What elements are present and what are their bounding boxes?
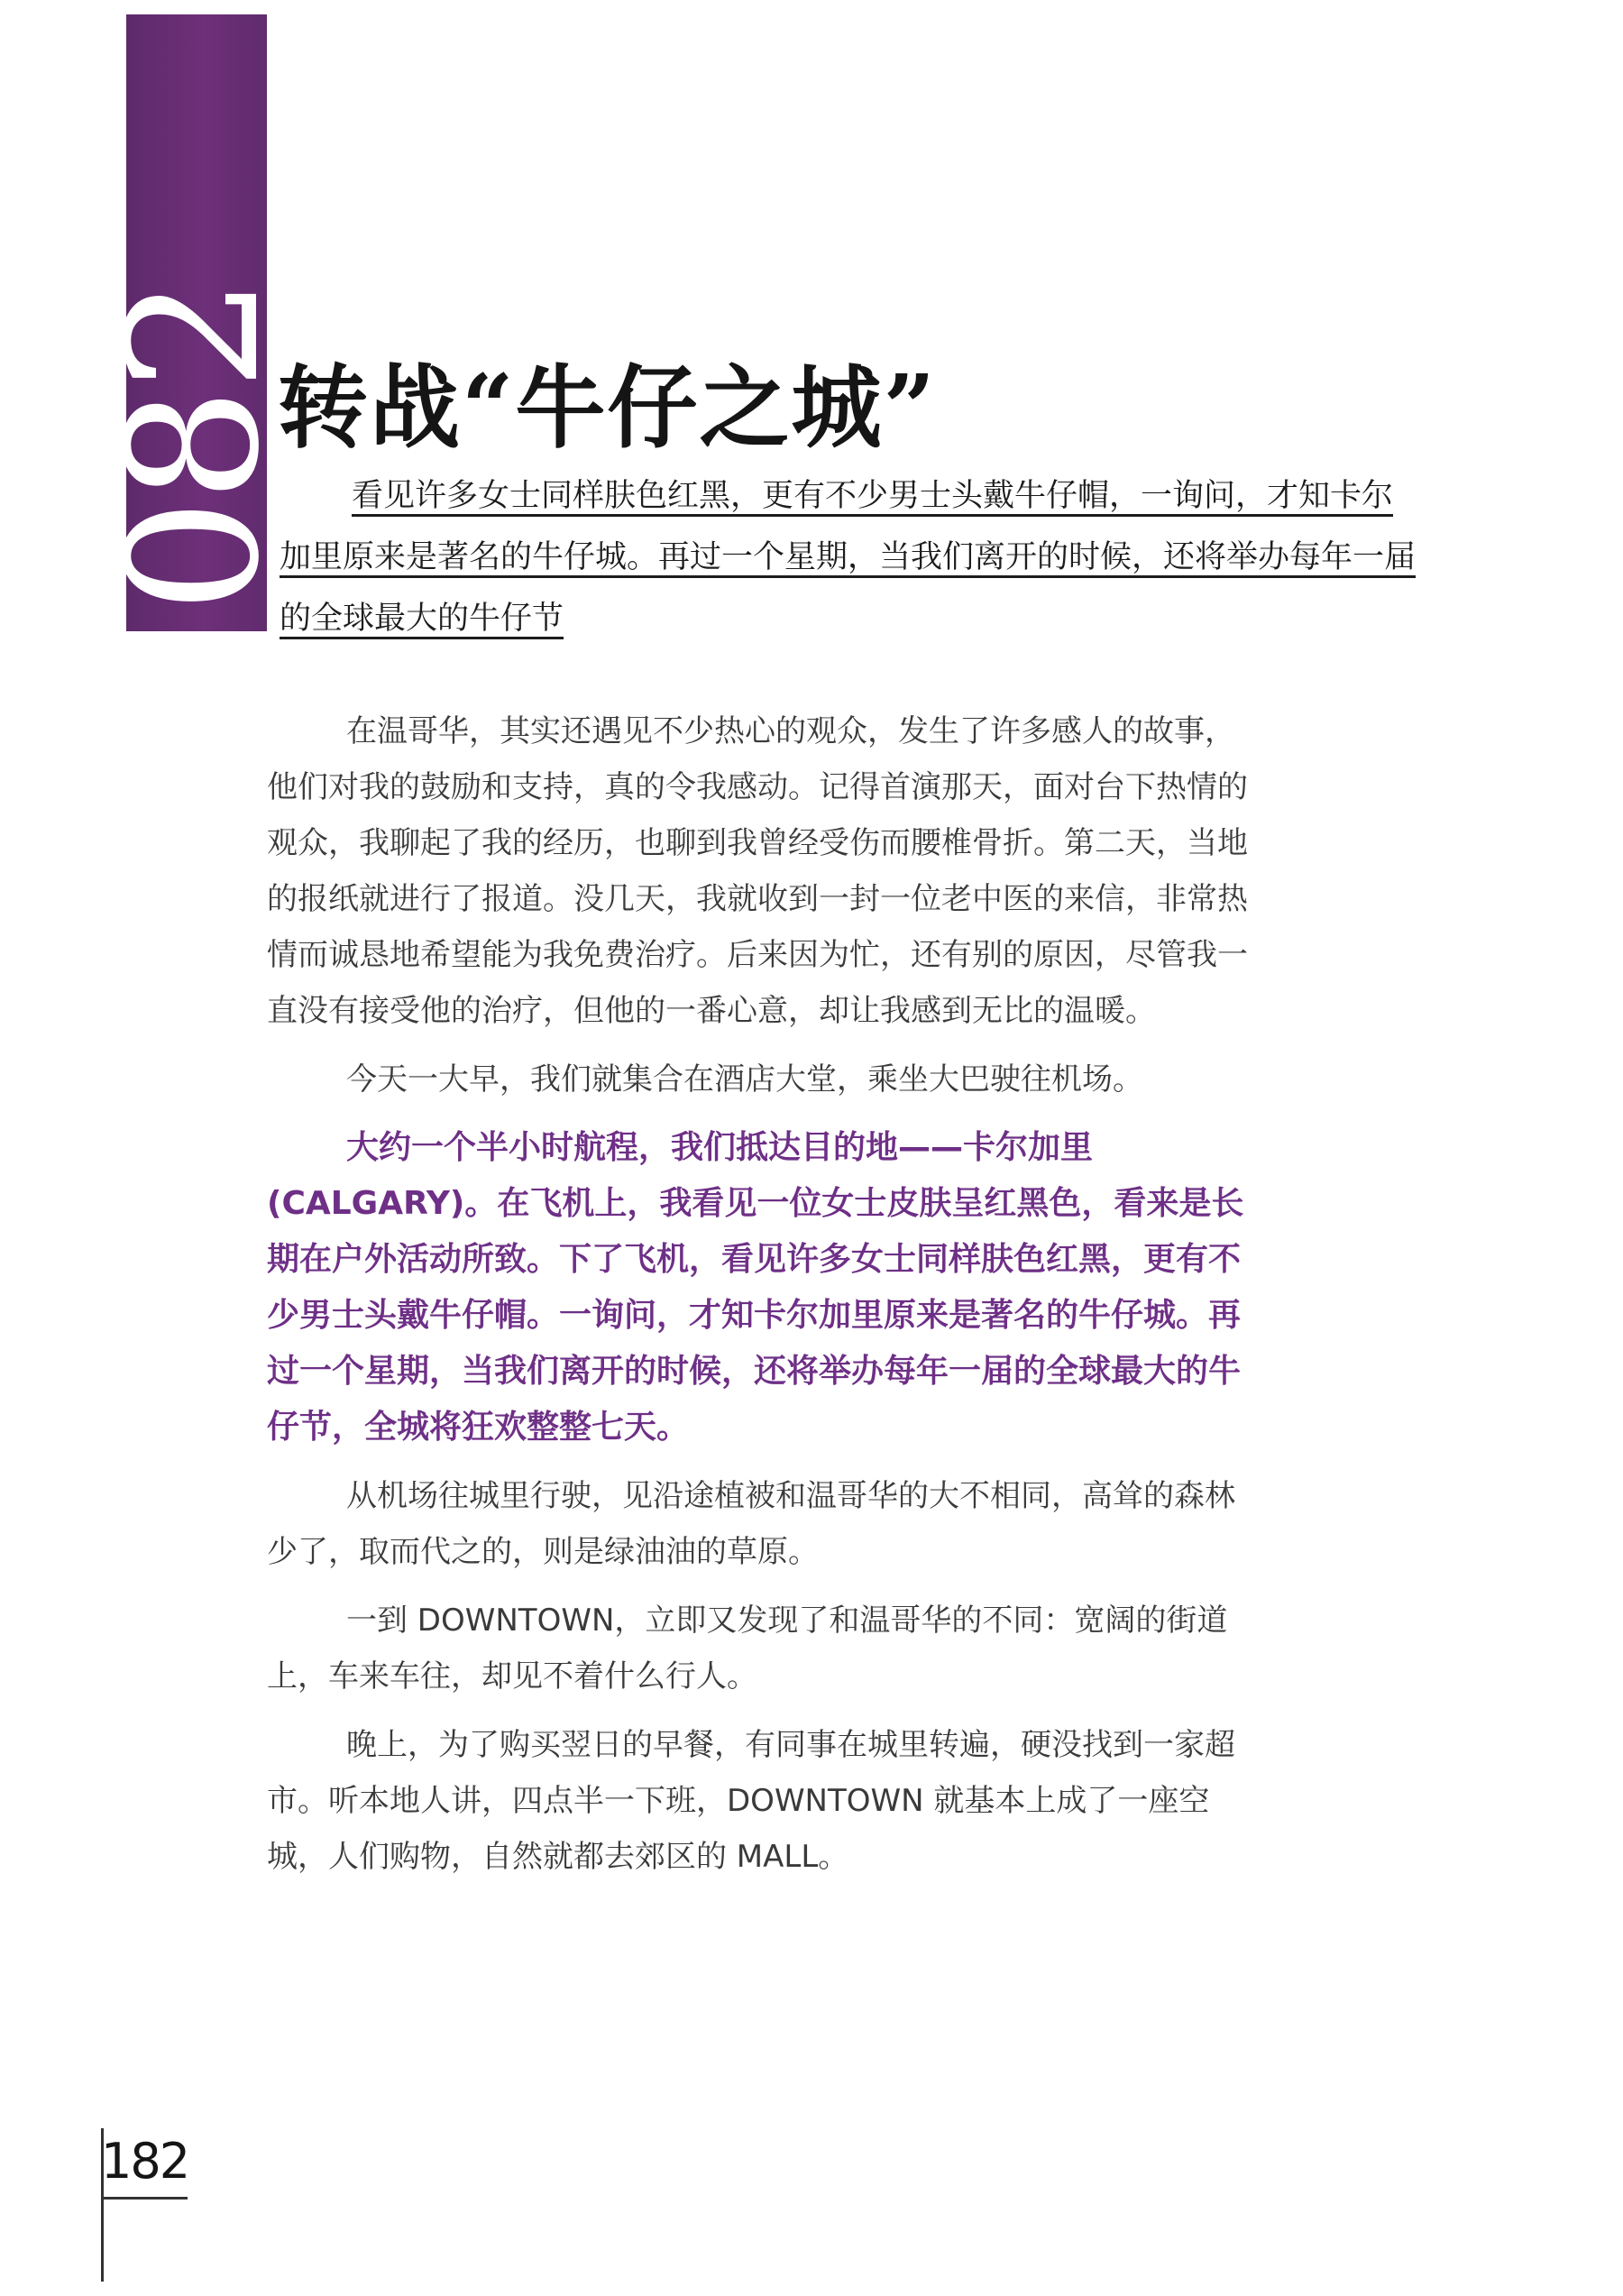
page-number: 182 — [101, 2133, 189, 2190]
paragraph: 晚上，为了购买翌日的早餐，有同事在城里转遍，硬没找到一家超市。听本地人讲，四点半一下班，DOWNTOWN 就基本上成了一座空城，人们购物，自然就都去郊区的 MALL。 — [267, 1727, 1235, 1875]
lead-summary: 看见许多女士同样肤色红黑，更有不少男士头戴牛仔帽，一询问，才知卡尔加里原来是著名的牛仔城。再过一个星期，当我们离开的时候，还将举办每年一届的全球最大的牛仔节 — [280, 478, 1417, 637]
body-text — [267, 703, 1250, 1885]
page-number-rule-horizontal — [101, 2197, 188, 2200]
paragraph: 一到 DOWNTOWN，立即又发现了和温哥华的不同：宽阔的街道上，车来车往，却见不着什么行人。 — [267, 1603, 1228, 1694]
chapter-title: 转战“牛仔之城” — [278, 354, 938, 461]
paragraph: 今天一大早，我们就集合在酒店大堂，乘坐大巴驶往机场。 — [346, 1061, 1143, 1097]
highlighted-paragraph: 大约一个半小时航程，我们抵达目的地——卡尔加里(CALGARY)。在飞机上，我看见一位女士皮肤呈红黑色，看来是长期在户外活动所致。下了飞机，看见许多女士同样肤色红黑，更有不少男士头戴牛仔帽。一询问，才知卡尔加里原来是著名的牛仔城。再过一个星期，当我们离开的时候，还将举办每年一届的全球最大的牛仔节，全城将狂欢整整七天。 — [267, 1129, 1244, 1446]
paragraph: 在温哥华，其实还遇见不少热心的观众，发生了许多感人的故事，他们对我的鼓励和支持，真的令我感动。记得首演那天，面对台下热情的观众，我聊起了我的经历，也聊到我曾经受伤而腰椎骨折。第二天，当地的报纸就进行了报道。没几天，我就收到一封一位老中医的来信，非常热情而诚恳地希望能为我免费治疗。后来因为忙，还有别的原因，尽管我一直没有接受他的治疗，但他的一番心意，却让我感到无比的温暖。 — [267, 713, 1248, 1029]
paragraph: 从机场往城里行驶，见沿途植被和温哥华的大不相同，高耸的森林少了，取而代之的，则是绿油油的草原。 — [267, 1478, 1235, 1570]
chapter-number: 082 — [89, 280, 299, 613]
